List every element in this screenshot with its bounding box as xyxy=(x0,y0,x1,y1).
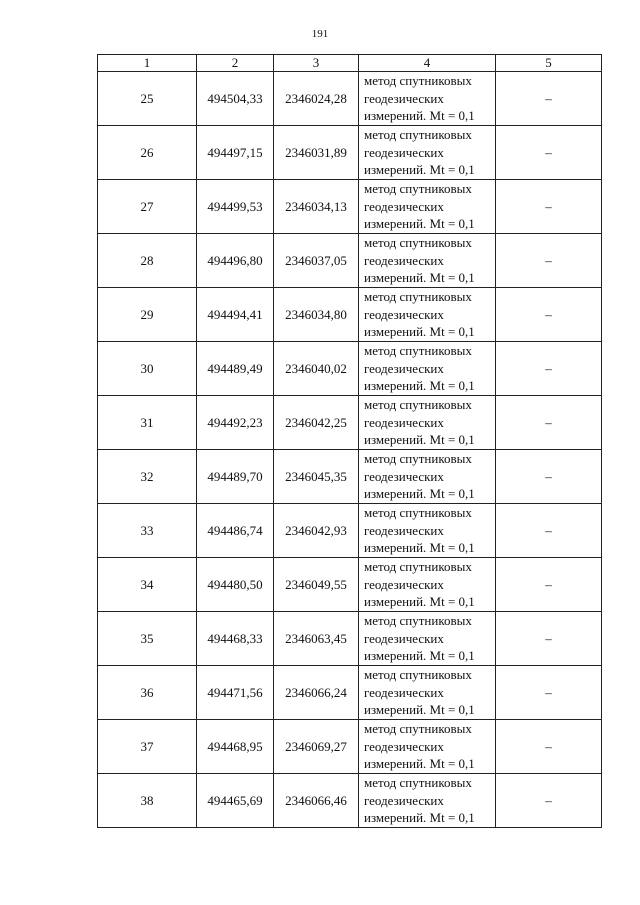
table-row xyxy=(98,234,602,288)
note-cell: – xyxy=(496,612,602,666)
table-row xyxy=(98,126,602,180)
method-text-line: метод спутниковых xyxy=(364,721,472,737)
point-number-cell: 36 xyxy=(98,666,197,720)
method-cell xyxy=(359,774,496,828)
table-body xyxy=(98,72,602,828)
note-cell: – xyxy=(496,234,602,288)
note-cell: – xyxy=(496,450,602,504)
coord-x-cell: 494471,56 xyxy=(197,666,274,720)
note-cell: – xyxy=(496,396,602,450)
table-row xyxy=(98,504,602,558)
coord-x-cell: 494504,33 xyxy=(197,72,274,126)
method-text-line: геодезических xyxy=(364,414,444,430)
method-cell xyxy=(359,396,496,450)
method-text-line: геодезических xyxy=(364,630,444,646)
table-row xyxy=(98,450,602,504)
method-text-line: метод спутниковых xyxy=(364,127,472,143)
coord-y-cell: 2346031,89 xyxy=(274,126,359,180)
method-text-line: геодезических xyxy=(364,198,444,214)
method-text-line: геодезических xyxy=(364,360,444,376)
page-number: 191 xyxy=(311,28,329,40)
method-text-line: измерений. Mt = 0,1 xyxy=(364,162,475,178)
coord-y-cell: 2346040,02 xyxy=(274,342,359,396)
table-row xyxy=(98,612,602,666)
method-text-line: измерений. Mt = 0,1 xyxy=(364,810,475,826)
method-text-line: геодезических xyxy=(364,90,444,106)
table-row xyxy=(98,288,602,342)
coord-y-cell: 2346037,05 xyxy=(274,234,359,288)
coord-y-cell: 2346045,35 xyxy=(274,450,359,504)
note-cell: – xyxy=(496,774,602,828)
method-text-line: метод спутниковых xyxy=(364,667,472,683)
coordinates-table xyxy=(97,54,602,828)
method-text-line: метод спутниковых xyxy=(364,181,472,197)
coord-x-cell: 494468,33 xyxy=(197,612,274,666)
method-cell xyxy=(359,504,496,558)
coord-x-cell: 494465,69 xyxy=(197,774,274,828)
method-cell xyxy=(359,612,496,666)
method-cell xyxy=(359,720,496,774)
point-number-cell: 30 xyxy=(98,342,197,396)
point-number-cell: 31 xyxy=(98,396,197,450)
method-cell xyxy=(359,126,496,180)
method-cell xyxy=(359,342,496,396)
coord-y-cell: 2346042,25 xyxy=(274,396,359,450)
coord-x-cell: 494494,41 xyxy=(197,288,274,342)
coord-y-cell: 2346069,27 xyxy=(274,720,359,774)
method-cell xyxy=(359,558,496,612)
point-number-cell: 27 xyxy=(98,180,197,234)
method-text-line: метод спутниковых xyxy=(364,235,472,251)
point-number-cell: 37 xyxy=(98,720,197,774)
point-number-cell: 26 xyxy=(98,126,197,180)
table-row xyxy=(98,72,602,126)
table-row xyxy=(98,558,602,612)
coord-x-cell: 494486,74 xyxy=(197,504,274,558)
method-text-line: измерений. Mt = 0,1 xyxy=(364,270,475,286)
header-col-2: 2 xyxy=(197,55,274,72)
table-row xyxy=(98,342,602,396)
coord-y-cell: 2346066,46 xyxy=(274,774,359,828)
method-text-line: геодезических xyxy=(364,738,444,754)
header-col-5: 5 xyxy=(496,55,602,72)
coord-y-cell: 2346034,80 xyxy=(274,288,359,342)
coord-x-cell: 494497,15 xyxy=(197,126,274,180)
method-text-line: метод спутниковых xyxy=(364,451,472,467)
coord-y-cell: 2346042,93 xyxy=(274,504,359,558)
table-row xyxy=(98,396,602,450)
method-text-line: геодезических xyxy=(364,144,444,160)
method-text-line: измерений. Mt = 0,1 xyxy=(364,648,475,664)
table-row xyxy=(98,666,602,720)
point-number-cell: 34 xyxy=(98,558,197,612)
method-text-line: метод спутниковых xyxy=(364,613,472,629)
header-col-3: 3 xyxy=(274,55,359,72)
method-text-line: измерений. Mt = 0,1 xyxy=(364,540,475,556)
method-text-line: геодезических xyxy=(364,576,444,592)
coord-y-cell: 2346049,55 xyxy=(274,558,359,612)
method-cell xyxy=(359,666,496,720)
note-cell: – xyxy=(496,342,602,396)
method-text-line: измерений. Mt = 0,1 xyxy=(364,432,475,448)
point-number-cell: 25 xyxy=(98,72,197,126)
method-text-line: метод спутниковых xyxy=(364,73,472,89)
table-row xyxy=(98,180,602,234)
point-number-cell: 38 xyxy=(98,774,197,828)
coord-y-cell: 2346024,28 xyxy=(274,72,359,126)
method-text-line: измерений. Mt = 0,1 xyxy=(364,702,475,718)
coord-x-cell: 494489,49 xyxy=(197,342,274,396)
method-text-line: геодезических xyxy=(364,306,444,322)
method-text-line: метод спутниковых xyxy=(364,397,472,413)
note-cell: – xyxy=(496,126,602,180)
method-cell xyxy=(359,450,496,504)
table-row xyxy=(98,720,602,774)
coord-y-cell: 2346063,45 xyxy=(274,612,359,666)
method-text-line: измерений. Mt = 0,1 xyxy=(364,324,475,340)
method-text-line: метод спутниковых xyxy=(364,559,472,575)
method-text-line: измерений. Mt = 0,1 xyxy=(364,378,475,394)
point-number-cell: 29 xyxy=(98,288,197,342)
method-text-line: метод спутниковых xyxy=(364,775,472,791)
coord-x-cell: 494468,95 xyxy=(197,720,274,774)
method-text-line: геодезических xyxy=(364,792,444,808)
coord-y-cell: 2346034,13 xyxy=(274,180,359,234)
note-cell: – xyxy=(496,504,602,558)
method-text-line: метод спутниковых xyxy=(364,343,472,359)
table-row xyxy=(98,774,602,828)
point-number-cell: 28 xyxy=(98,234,197,288)
coord-x-cell: 494480,50 xyxy=(197,558,274,612)
coord-x-cell: 494489,70 xyxy=(197,450,274,504)
note-cell: – xyxy=(496,72,602,126)
coord-x-cell: 494492,23 xyxy=(197,396,274,450)
note-cell: – xyxy=(496,180,602,234)
method-text-line: измерений. Mt = 0,1 xyxy=(364,108,475,124)
note-cell: – xyxy=(496,666,602,720)
method-text-line: геодезических xyxy=(364,252,444,268)
method-text-line: геодезических xyxy=(364,468,444,484)
note-cell: – xyxy=(496,558,602,612)
method-text-line: измерений. Mt = 0,1 xyxy=(364,594,475,610)
header-row xyxy=(98,55,602,72)
method-text-line: измерений. Mt = 0,1 xyxy=(364,216,475,232)
method-text-line: геодезических xyxy=(364,522,444,538)
point-number-cell: 33 xyxy=(98,504,197,558)
coord-x-cell: 494496,80 xyxy=(197,234,274,288)
method-text-line: метод спутниковых xyxy=(364,289,472,305)
method-cell xyxy=(359,288,496,342)
method-text-line: геодезических xyxy=(364,684,444,700)
point-number-cell: 35 xyxy=(98,612,197,666)
note-cell: – xyxy=(496,720,602,774)
method-cell xyxy=(359,234,496,288)
header-col-4: 4 xyxy=(359,55,496,72)
method-cell xyxy=(359,180,496,234)
header-col-1: 1 xyxy=(98,55,197,72)
table-header xyxy=(98,55,602,72)
point-number-cell: 32 xyxy=(98,450,197,504)
note-cell: – xyxy=(496,288,602,342)
method-text-line: метод спутниковых xyxy=(364,505,472,521)
method-text-line: измерений. Mt = 0,1 xyxy=(364,756,475,772)
method-text-line: измерений. Mt = 0,1 xyxy=(364,486,475,502)
coord-y-cell: 2346066,24 xyxy=(274,666,359,720)
coord-x-cell: 494499,53 xyxy=(197,180,274,234)
method-cell xyxy=(359,72,496,126)
